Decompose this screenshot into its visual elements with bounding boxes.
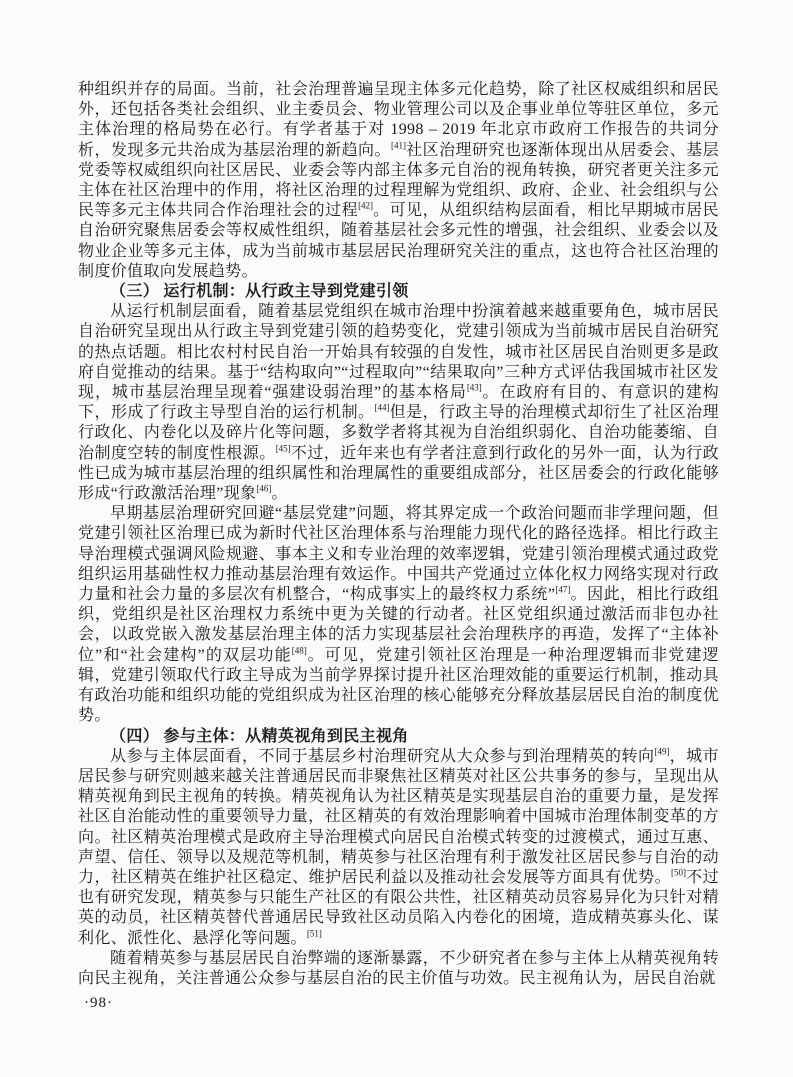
citation-marker: [43] — [466, 382, 482, 393]
citation-marker: [50] — [671, 867, 687, 878]
page-number: ·98· — [84, 995, 113, 1011]
paragraph-party-building-leadership: 早期基层治理研究回避“基层党建”问题，将其界定成一个政治问题而非学理问题，但党建引领社区治理已成为新时代社区治理体系与治理能力现代化的路径选择。相比行政主导治理模式强调风险规避、事本主义和专业治理的效率逻辑，党建引领治理模式通过政党组织运用基础性权力推动基层治理有效运作。中国共产党通过立体化权力网络实现对行政力量和社会力量的多层次有机整合，“构成事实上的最终权力系统”[47]。因此，相比行政组织，党组织是社区治理权力系统中更为关键的行动者。社区党组织通过激活而非包办社会，以政党嵌入激发基层治理主体的活力实现基层社会治理秩序的再造，发挥了“主体补位”和“社会建构”的双层功能[48]。可见，党建引领社区治理是一种治理逻辑而非党建逻辑，党建引领取代行政主导成为当前学界探讨提升社区治理效能的重要运行机制，推动具有政治功能和组织功能的党组织成为社区治理的核心能够充分释放基层居民自治的制度优势。 — [78, 505, 719, 725]
citation-marker: [47] — [555, 584, 571, 595]
citation-marker: [48] — [291, 645, 307, 656]
paragraph-elite-perspective: 从参与主体层面看，不同于基层乡村治理研究从大众参与到治理精英的转向[49]，城市居民参与研究则越来越关注普通居民而非聚焦社区精英对社区公共事务的参与，呈现出从精英视角到民主视角的转换。精英视角认为社区精英是实现基层自治的重要力量，是发挥社区自治能动性的重要领导力量，社区精英的有效治理影响着中国城市治理体制变革的方向。社区精英治理模式是政府主导治理模式向居民自治模式转变的过渡模式，通过互惠、声望、信任、领导以及规范等机制，精英参与社区治理有利于激发社区居民参与自治的动力，社区精英在维护社区稳定、维护居民利益以及推动社会发展等方面具有优势。[50]不过也有研究发现，精英参与只能生产社区的有限公共性，社区精英动员容易异化为只针对精英的动员，社区精英替代普通居民导致社区动员陷入内卷化的困境，造成精英寡头化、谋利化、派性化、悬浮化等问题。[51] — [78, 746, 719, 947]
citation-marker: [45] — [275, 443, 291, 454]
citation-marker: [44] — [374, 402, 390, 413]
heading-section-3-operating-mechanism: （三） 运行机制：从行政主导到党建引领 — [110, 283, 409, 301]
heading-section-4-participation-subject: （四） 参与主体：从精英视角到民主视角 — [110, 727, 409, 745]
paragraph-multi-subject-governance: 种组织并存的局面。当前，社会治理普遍呈现主体多元化趋势，除了社区权威组织和居民外，还包括各类社会组织、业主委员会、物业管理公司以及企事业单位等驻区单位，多元主体治理的格局势在必行。有学者基于对 1998 – 2019 年北京市政府工作报告的共词分析，发现多元共治成为基层治理的新趋向。[41]社区治理研究也逐渐体现出从居委会、基层党委等权威组织向社区居民、业委会等内部主体多元自治的视角转换，研究者更关注多元主体在社区治理中的作用，将社区治理的过程理解为党组织、政府、企业、社会组织与公民等多元主体共同合作治理社会的过程[42]。可见，从组织结构层面看，相比早期城市居民自治研究聚焦居委会等权威性组织，随着基层社会多元性的增强，社会组织、业委会以及物业企业等多元主体，成为当前城市基层居民治理研究关注的重点，这也符合社区治理的制度价值取向发展趋势。 — [78, 81, 720, 280]
citation-marker: [46] — [256, 483, 272, 494]
paragraph-democratic-perspective: 随着精英参与基层居民自治弊端的逐渐暴露，不少研究者在参与主体上从精英视角转向民主视角，关注普通公众参与基层自治的民主价值与功效。民主视角认为，居民自治就 — [78, 949, 719, 987]
citation-marker: [41] — [391, 140, 406, 151]
citation-marker: [51] — [306, 928, 322, 939]
article-body — [78, 80, 719, 989]
citation-marker: [42] — [358, 200, 374, 211]
paragraph-administrative-dominance: 从运行机制层面看，随着基层党组织在城市治理中扮演着越来越重要角色，城市居民自治研究呈现出从行政主导到党建引领的趋势变化，党建引领成为当前城市居民自治研究的热点话题。相比农村村民自治一开始具有较强的自发性，城市社区居民自治则更多是政府自觉推动的结果。基于“结构取向”“过程取向”“结果取向”三种方式评估我国城市社区发现，城市基层治理呈现着“强建设弱治理”的基本格局[43]。在政府有目的、有意识的建构下，形成了行政主导型自治的运行机制。[44]但是，行政主导的治理模式却衍生了社区治理行政化、内卷化以及碎片化等问题，多数学者将其视为自治组织弱化、自治功能萎缩、自治制度空转的制度性根源。[45]不过，近年来也有学者注意到行政化的另外一面，认为行政性已成为城市基层治理的组织属性和治理属性的重要组成部分，社区居委会的行政化能够形成“行政激活治理”现象[46]。 — [78, 303, 719, 503]
citation-marker: [49] — [654, 746, 670, 757]
